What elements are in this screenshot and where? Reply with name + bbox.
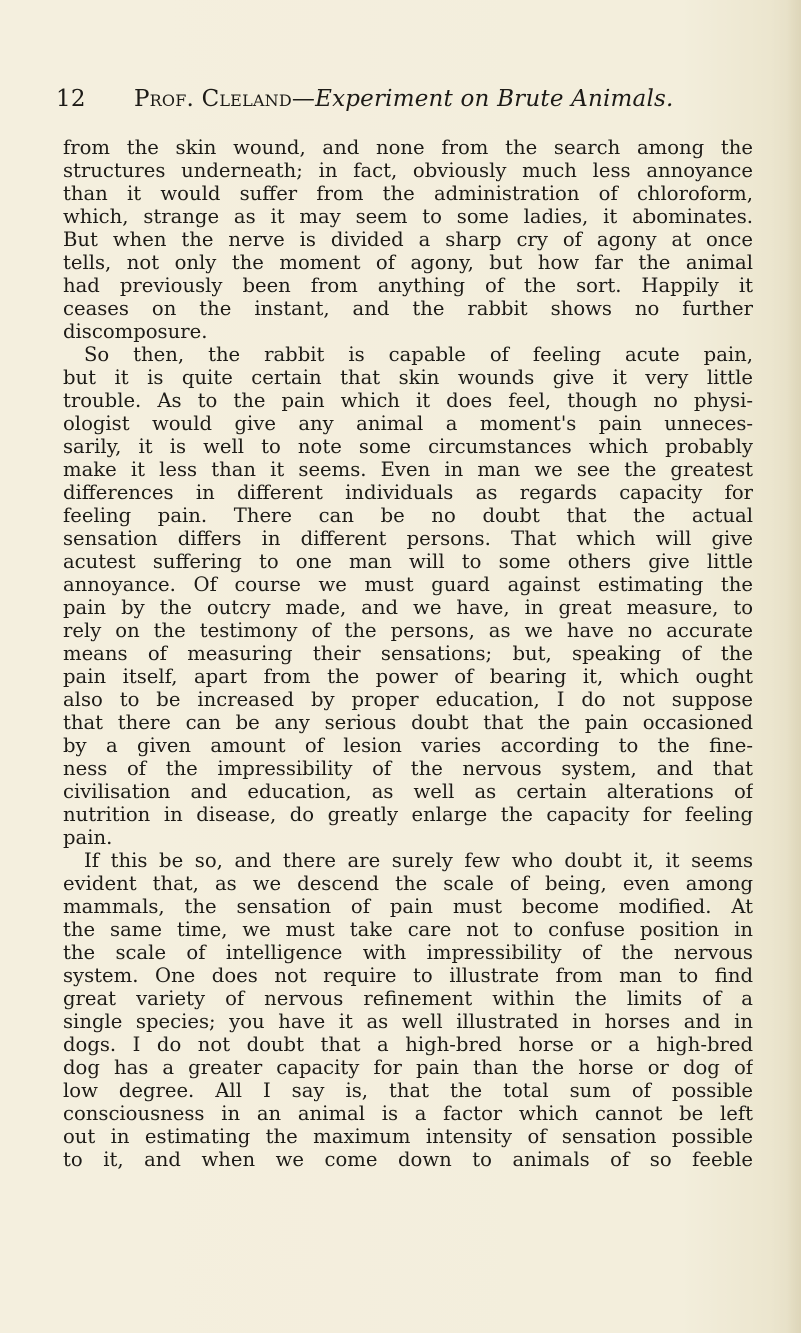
text-line: pain by the outcry made, and we have, in great measure, to xyxy=(63,596,753,619)
text-line: great variety of nervous refinement within the limits of a xyxy=(63,987,753,1010)
text-line: differences in different individuals as regards capacity for xyxy=(63,481,753,504)
text-line: low degree. All I say is, that the total sum of possible xyxy=(63,1079,753,1102)
running-head-title: Experiment on Brute Animals. xyxy=(315,86,674,112)
text-line: system. One does not require to illustrate from man to find xyxy=(63,964,753,987)
text-line: nutrition in disease, do greatly enlarge the capacity for feeling xyxy=(63,803,753,826)
text-line: sensation differs in different persons. That which will give xyxy=(63,527,753,550)
text-line: annoyance. Of course we must guard against estimating the xyxy=(63,573,753,596)
body-text xyxy=(63,136,753,1171)
text-line: dogs. I do not doubt that a high-bred horse or a high-bred xyxy=(63,1033,753,1056)
text-line: If this be so, and there are surely few who doubt it, it seems xyxy=(84,849,753,872)
running-head-separator: — xyxy=(291,86,316,112)
text-line: the scale of intelligence with impressibility of the nervous xyxy=(63,941,753,964)
text-line: ness of the impressibility of the nervous system, and that xyxy=(63,757,753,780)
text-line: had previously been from anything of the sort. Happily it xyxy=(63,274,753,297)
text-line: the same time, we must take care not to confuse position in xyxy=(63,918,753,941)
running-head xyxy=(56,86,756,112)
text-line: discomposure. xyxy=(63,320,208,343)
text-line: ologist would give any animal a moment's pain unneces- xyxy=(63,412,753,435)
text-line: by a given amount of lesion varies according to the fine- xyxy=(63,734,753,757)
text-line: acutest suffering to one man will to some others give little xyxy=(63,550,753,573)
text-line: to it, and when we come down to animals of so feeble xyxy=(63,1148,753,1171)
text-line: out in estimating the maximum intensity of sensation possible xyxy=(63,1125,753,1148)
text-line: rely on the testimony of the persons, as we have no accurate xyxy=(63,619,753,642)
text-line: mammals, the sensation of pain must become modified. At xyxy=(63,895,753,918)
text-line: single species; you have it as well illustrated in horses and in xyxy=(63,1010,753,1033)
text-line: But when the nerve is divided a sharp cry of agony at once xyxy=(63,228,753,251)
text-line: than it would suffer from the administration of chloroform, xyxy=(63,182,753,205)
text-line: pain itself, apart from the power of bearing it, which ought xyxy=(63,665,753,688)
text-line: which, strange as it may seem to some ladies, it abominates. xyxy=(63,205,753,228)
running-head-author: Prof. Cleland xyxy=(134,86,292,112)
text-line: trouble. As to the pain which it does feel, though no physi- xyxy=(63,389,753,412)
text-line: dog has a greater capacity for pain than the horse or dog of xyxy=(63,1056,753,1079)
text-line: structures underneath; in fact, obviously much less annoyance xyxy=(63,159,753,182)
text-line: civilisation and education, as well as certain alterations of xyxy=(63,780,753,803)
page-edge xyxy=(787,0,801,1333)
text-line: evident that, as we descend the scale of being, even among xyxy=(63,872,753,895)
text-line: also to be increased by proper education, I do not suppose xyxy=(63,688,753,711)
text-line: ceases on the instant, and the rabbit shows no further xyxy=(63,297,753,320)
text-line: make it less than it seems. Even in man we see the greatest xyxy=(63,458,753,481)
text-line: means of measuring their sensations; but, speaking of the xyxy=(63,642,753,665)
text-line: that there can be any serious doubt that the pain occasioned xyxy=(63,711,753,734)
page-number: 12 xyxy=(56,86,86,112)
text-line: So then, the rabbit is capable of feeling acute pain, xyxy=(84,343,753,366)
text-line: pain. xyxy=(63,826,113,849)
text-line: from the skin wound, and none from the search among the xyxy=(63,136,753,159)
text-line: but it is quite certain that skin wounds give it very little xyxy=(63,366,753,389)
text-line: sarily, it is well to note some circumstances which probably xyxy=(63,435,753,458)
text-line: tells, not only the moment of agony, but how far the animal xyxy=(63,251,753,274)
text-line: feeling pain. There can be no doubt that the actual xyxy=(63,504,753,527)
text-line: consciousness in an animal is a factor which cannot be left xyxy=(63,1102,753,1125)
